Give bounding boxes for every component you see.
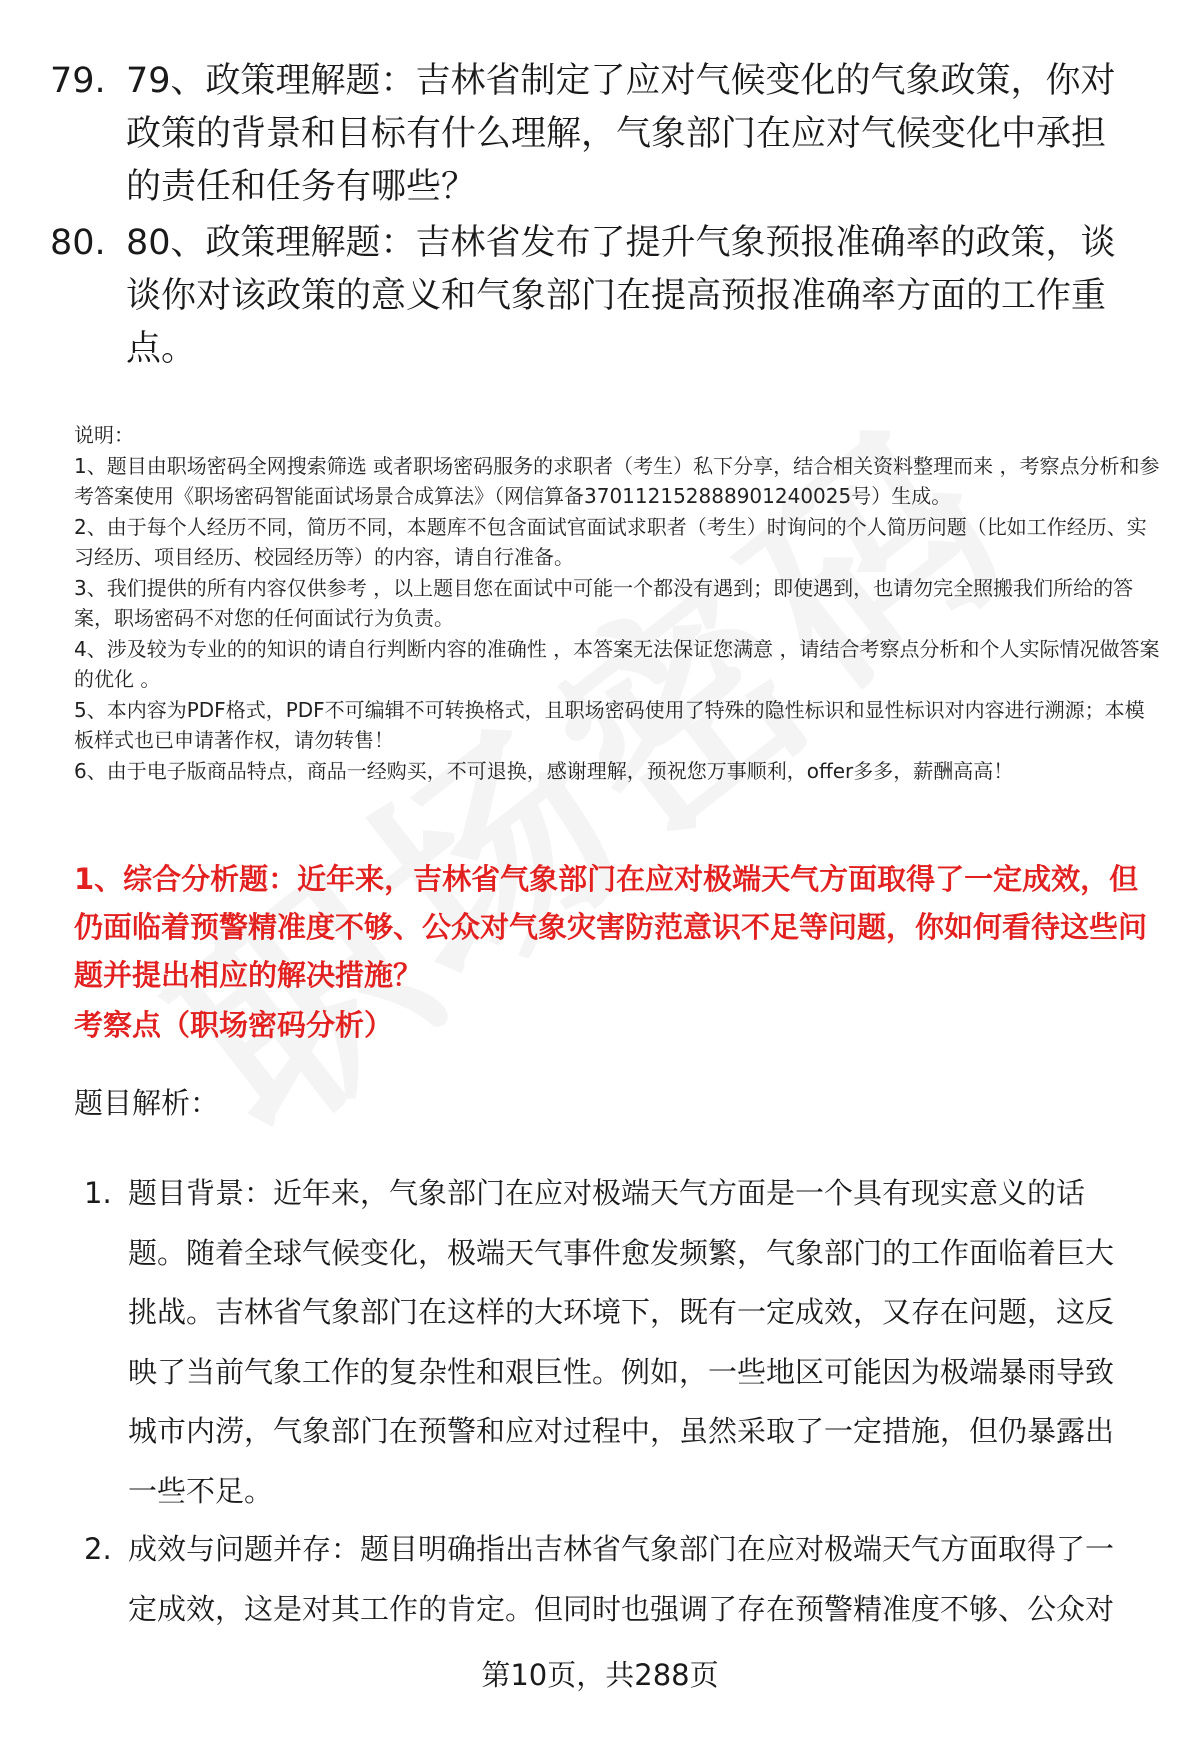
section-subtitle: 考察点（职场密码分析） <box>74 1008 394 1042</box>
analysis-item <box>84 1520 1164 1639</box>
question-number: 80. <box>50 223 106 263</box>
analysis-label: 题目解析： <box>74 1086 220 1120</box>
note-item: 5、本内容为PDF格式，PDF不可编辑不可转换格式，且职场密码使用了特殊的隐性标识和显性标识对内容进行溯源；本模板样式也已申请著作权，请勿转售！ <box>74 697 1145 752</box>
analysis-item-text: 题目背景：近年来，气象部门在应对极端天气方面是一个具有现实意义的话题。随着全球气候变化，极端天气事件愈发频繁，气象部门的工作面临着巨大挑战。吉林省气象部门在这样的大环境下，既有一定成效，又存在问题，这反映了当前气象工作的复杂性和艰巨性。例如，一些地区可能因为极端暴雨导致城市内涝，气象部门在预警和应对过程中，虽然采取了一定措施，但仍暴露出一些不足。 <box>128 1176 1115 1508</box>
question-number: 79. <box>50 61 106 101</box>
note-item: 1、题目由职场密码全网搜索筛选 或者职场密码服务的求职者（考生）私下分享，结合相关资料整理而来 ，考察点分析和参考答案使用《职场密码智能面试场景合成算法》（网信算备370112152888901240025号）生成。 <box>74 453 1160 508</box>
analysis-item-text: 成效与问题并存：题目明确指出吉林省气象部门在应对极端天气方面取得了一定成效，这是对其工作的肯定。但同时也强调了存在预警精准度不够、公众对 <box>128 1532 1115 1626</box>
note-item: 2、由于每个人经历不同，简历不同，本题库不包含面试官面试求职者（考生）时询问的个人简历问题（比如工作经历、实习经历、项目经历、校园经历等）的内容，请自行准备。 <box>74 514 1147 569</box>
analysis-item <box>84 1164 1164 1521</box>
page-footer: 第10页，共288页 <box>481 1658 719 1692</box>
notes-block <box>74 420 1164 786</box>
note-item: 3、我们提供的所有内容仅供参考 ，以上题目您在面试中可能一个都没有遇到；即使遇到，也请勿完全照搬我们所给的答案，职场密码不对您的任何面试行为负责。 <box>74 575 1134 630</box>
section-question: 1、综合分析题：近年来，吉林省气象部门在应对极端天气方面取得了一定成效，但仍面临着预警精准度不够、公众对气象灾害防范意识不足等问题，你如何看待这些问题并提出相应的解决措施？ <box>74 862 1148 992</box>
analysis-item-number: 1. <box>84 1176 112 1210</box>
notes-title: 说明： <box>74 423 134 447</box>
note-item: 4、涉及较为专业的的知识的请自行判断内容的准确性 ，本答案无法保证您满意 ，请结合考察点分析和个人实际情况做答案的优化 。 <box>74 636 1160 691</box>
analysis-item-number: 2. <box>84 1532 112 1566</box>
question-80 <box>50 217 1150 376</box>
question-text: 80、政策理解题：吉林省发布了提升气象预报准确率的政策，谈谈你对该政策的意义和气象部门在提高预报准确率方面的工作重点。 <box>126 223 1116 369</box>
question-text: 79、政策理解题：吉林省制定了应对气候变化的气象政策，你对政策的背景和目标有什么理解，气象部门在应对气候变化中承担的责任和任务有哪些？ <box>126 61 1116 207</box>
question-79 <box>50 55 1150 214</box>
note-item: 6、由于电子版商品特点，商品一经购买，不可退换，感谢理解，预祝您万事顺利，offer多多，薪酬高高！ <box>74 758 1014 783</box>
